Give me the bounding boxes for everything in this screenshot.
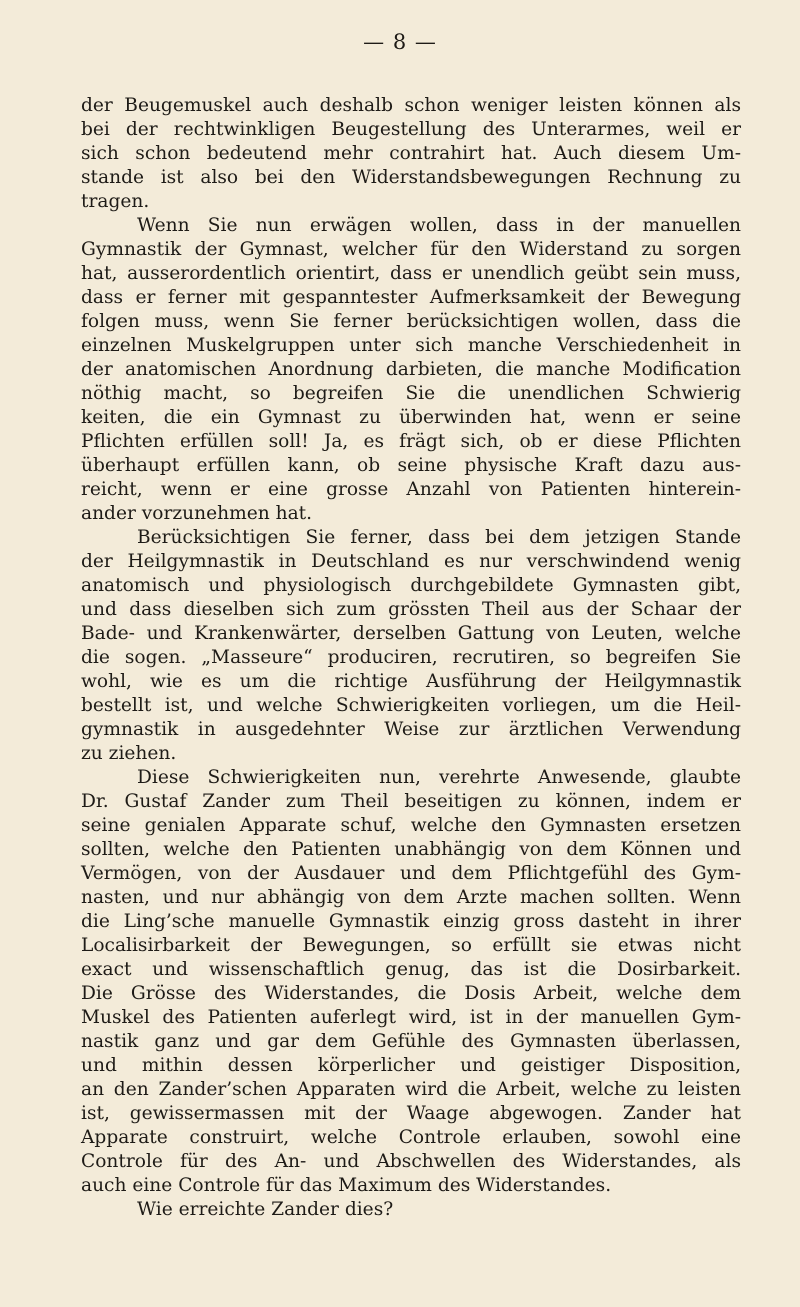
text-line: und mithin dessen körperlicher und geistiger Disposition,: [81, 1055, 741, 1076]
text-line: Die Grösse des Widerstandes, die Dosis Arbeit, welche dem: [81, 983, 741, 1004]
text-line: Vermögen, von der Ausdauer und dem Pflichtgefühl des Gym-: [81, 863, 741, 884]
text-line: anatomisch und physiologisch durchgebildete Gymnasten gibt,: [81, 575, 741, 596]
text-line: zu ziehen.: [81, 743, 177, 764]
text-line: ist, gewissermassen mit der Waage abgewogen. Zander hat: [81, 1103, 741, 1124]
text-line: dass er ferner mit gespanntester Aufmerksamkeit der Bewegung: [81, 287, 741, 308]
text-line: nastik ganz und gar dem Gefühle des Gymnasten überlassen,: [81, 1031, 741, 1052]
page-number: — 8 —: [363, 30, 437, 54]
text-line: sollten, welche den Patienten unabhängig von dem Können und: [81, 839, 741, 860]
text-line: Controle für des An- und Abschwellen des Widerstandes, als: [81, 1151, 741, 1172]
text-line: Muskel des Patienten auferlegt wird, ist in der manuellen Gym-: [81, 1007, 741, 1028]
text-line: Apparate construirt, welche Controle erlauben, sowohl eine: [81, 1127, 741, 1148]
text-line: nöthig macht, so begreifen Sie die unendlichen Schwierig: [81, 383, 741, 404]
text-line: gymnastik in ausgedehnter Weise zur ärztlichen Verwendung: [81, 719, 741, 740]
text-line: nasten, und nur abhängig von dem Arzte machen sollten. Wenn: [81, 887, 741, 908]
text-line: exact und wissenschaftlich genug, das ist die Dosirbarkeit.: [81, 959, 741, 980]
text-line: Pflichten erfüllen soll! Ja, es frägt sich, ob er diese Pflichten: [81, 431, 741, 452]
text-line: Berücksichtigen Sie ferner, dass bei dem jetzigen Stande: [137, 527, 741, 548]
text-line: die Ling’sche manuelle Gymnastik einzig gross dasteht in ihrer: [81, 911, 741, 932]
text-line: auch eine Controle für das Maximum des Widerstandes.: [81, 1175, 612, 1196]
text-line: wohl, wie es um die richtige Ausführung der Heilgymnastik: [81, 671, 741, 692]
text-line: folgen muss, wenn Sie ferner berücksichtigen wollen, dass die: [81, 311, 741, 332]
body-text: [81, 94, 741, 1222]
text-line: seine genialen Apparate schuf, welche den Gymnasten ersetzen: [81, 815, 741, 836]
text-line: Wie erreichte Zander dies?: [137, 1199, 394, 1220]
text-line: Gymnastik der Gymnast, welcher für den Widerstand zu sorgen: [81, 239, 741, 260]
text-line: stande ist also bei den Widerstandsbewegungen Rechnung zu: [81, 167, 741, 188]
text-line: Dr. Gustaf Zander zum Theil beseitigen zu können, indem er: [81, 791, 741, 812]
text-line: hat, ausserordentlich orientirt, dass er unendlich geübt sein muss,: [81, 263, 741, 284]
text-line: der Beugemuskel auch deshalb schon weniger leisten können als: [81, 95, 741, 116]
text-line: der Heilgymnastik in Deutschland es nur verschwindend wenig: [81, 551, 741, 572]
text-line: ander vorzunehmen hat.: [81, 503, 313, 524]
text-line: keiten, die ein Gymnast zu überwinden hat, wenn er seine: [81, 407, 741, 428]
text-line: bei der rechtwinkligen Beugestellung des Unterarmes, weil er: [81, 119, 741, 140]
text-line: tragen.: [81, 191, 150, 212]
text-line: Diese Schwierigkeiten nun, verehrte Anwesende, glaubte: [137, 767, 741, 788]
text-line: einzelnen Muskelgruppen unter sich manche Verschiedenheit in: [81, 335, 741, 356]
text-line: sich schon bedeutend mehr contrahirt hat. Auch diesem Um-: [81, 143, 741, 164]
text-line: und dass dieselben sich zum grössten Theil aus der Schaar der: [81, 599, 741, 620]
text-line: an den Zander’schen Apparaten wird die Arbeit, welche zu leisten: [81, 1079, 741, 1100]
text-line: der anatomischen Anordnung darbieten, die manche Modification: [81, 359, 741, 380]
text-line: Wenn Sie nun erwägen wollen, dass in der manuellen: [137, 215, 741, 236]
text-line: Localisirbarkeit der Bewegungen, so erfüllt sie etwas nicht: [81, 935, 741, 956]
text-line: reicht, wenn er eine grosse Anzahl von Patienten hinterein-: [81, 479, 741, 500]
text-line: überhaupt erfüllen kann, ob seine physische Kraft dazu aus-: [81, 455, 741, 476]
text-line: bestellt ist, und welche Schwierigkeiten vorliegen, um die Heil-: [81, 695, 741, 716]
text-line: Bade- und Krankenwärter, derselben Gattung von Leuten, welche: [81, 623, 741, 644]
text-line: die sogen. „Masseure“ produciren, recrutiren, so begreifen Sie: [81, 647, 741, 668]
